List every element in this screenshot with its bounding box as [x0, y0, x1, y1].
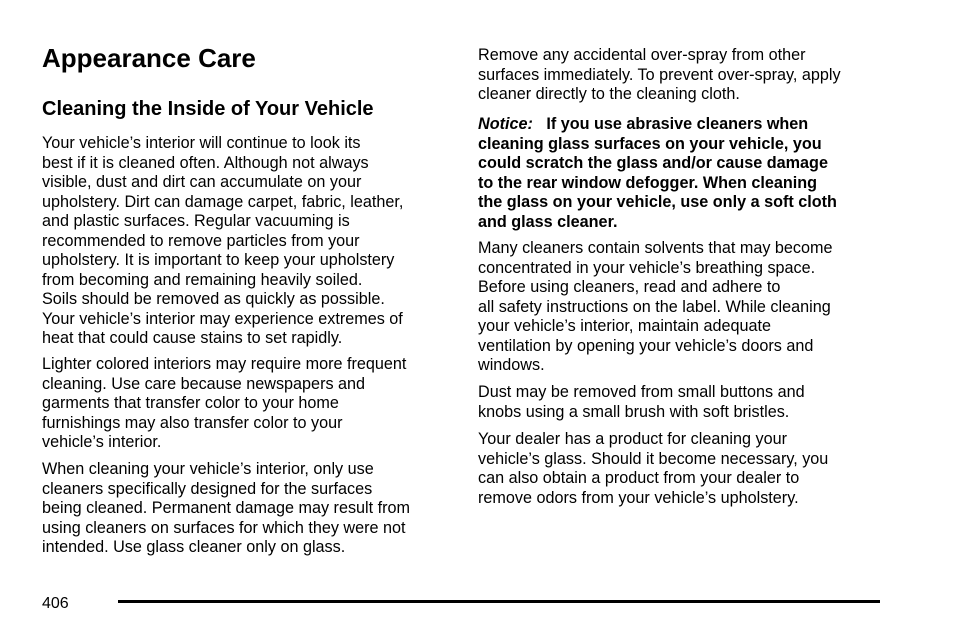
text-line: furnishings may also transfer color to your — [42, 413, 343, 432]
paragraph-cleaner-use — [42, 460, 410, 558]
page-number: 406 — [42, 595, 69, 612]
section-heading: Cleaning the Inside of Your Vehicle — [42, 98, 374, 120]
text-line: to the rear window defogger. When cleaning — [478, 173, 818, 192]
text-line: cleaners specifically designed for the surfaces — [42, 479, 373, 498]
text-line: Your vehicle’s interior will continue to look its — [42, 134, 361, 152]
text-line: intended. Use glass cleaner only on glass. — [42, 538, 346, 556]
page-title: Appearance Care — [42, 43, 256, 73]
text-line: cleaner directly to the cleaning cloth. — [478, 85, 740, 103]
text-line: Soils should be removed as quickly as possible. — [42, 290, 385, 308]
text-line: can also obtain a product from your dealer to — [478, 469, 800, 487]
text-line: best if it is cleaned often. Although not always — [42, 153, 369, 172]
text-line: Your dealer has a product for cleaning your — [478, 430, 787, 448]
text-line: upholstery. Dirt can damage carpet, fabric, leather, — [42, 192, 404, 211]
text-line: garments that transfer color to your home — [42, 394, 339, 412]
text-line: Before using cleaners, read and adhere to — [478, 278, 781, 296]
text-line: knobs using a small brush with soft bristles. — [478, 402, 790, 421]
text-line: could scratch the glass and/or cause damage — [478, 154, 828, 172]
text-line: remove odors from your vehicle’s upholstery. — [478, 488, 799, 507]
paragraph-interior-cleaning — [42, 134, 403, 349]
text-line: heat that could cause stains to set rapidly. — [42, 329, 343, 347]
text-line: Remove any accidental over-spray from other — [478, 46, 806, 64]
text-line: When cleaning your vehicle’s interior, only use — [42, 460, 374, 478]
text-line: visible, dust and dirt can accumulate on your — [42, 173, 362, 191]
text-line: surfaces immediately. To prevent over-spray, apply — [478, 65, 841, 84]
notice-text: If you use abrasive cleaners when — [546, 115, 809, 133]
text-line: Many cleaners contain solvents that may become — [478, 239, 833, 257]
text-line: Your vehicle’s interior may experience extremes of — [42, 309, 403, 328]
paragraph-over-spray — [478, 46, 841, 105]
text-line: recommended to remove particles from your — [42, 231, 360, 250]
footer-rule — [118, 600, 880, 603]
paragraph-dust-removal — [478, 383, 805, 422]
text-line: cleaning. Use care because newspapers and — [42, 374, 366, 393]
text-line: Dust may be removed from small buttons and — [478, 383, 805, 401]
text-line: being cleaned. Permanent damage may result from — [42, 499, 411, 517]
text-line: concentrated in your vehicle’s breathing space. — [478, 258, 816, 277]
text-line: from becoming and remaining heavily soiled. — [42, 270, 363, 289]
text-line: cleaning glass surfaces on your vehicle, you — [478, 134, 822, 153]
paragraph-lighter-interiors — [42, 355, 406, 453]
text-line: your vehicle’s interior, maintain adequate — [478, 317, 772, 335]
paragraph-dealer-product — [478, 430, 828, 508]
text-line: upholstery. It is important to keep your upholstery — [42, 251, 395, 269]
text-line: Lighter colored interiors may require more frequent — [42, 355, 407, 373]
text-line: the glass on your vehicle, use only a soft cloth — [478, 193, 837, 211]
text-line: and glass cleaner. — [478, 212, 618, 231]
text-line: all safety instructions on the label. While cleaning — [478, 297, 831, 316]
text-line: vehicle’s interior. — [42, 433, 162, 451]
text-line — [478, 115, 837, 135]
text-line: ventilation by opening your vehicle’s doors and — [478, 336, 814, 355]
notice-block — [478, 115, 837, 232]
text-line: and plastic surfaces. Regular vacuuming is — [42, 212, 350, 230]
text-line: vehicle’s glass. Should it become necessary, you — [478, 449, 829, 468]
paragraph-solvents — [478, 239, 833, 376]
notice-label: Notice: — [478, 115, 533, 133]
text-line: using cleaners on surfaces for which they were not — [42, 518, 406, 537]
text-line: windows. — [478, 356, 545, 374]
